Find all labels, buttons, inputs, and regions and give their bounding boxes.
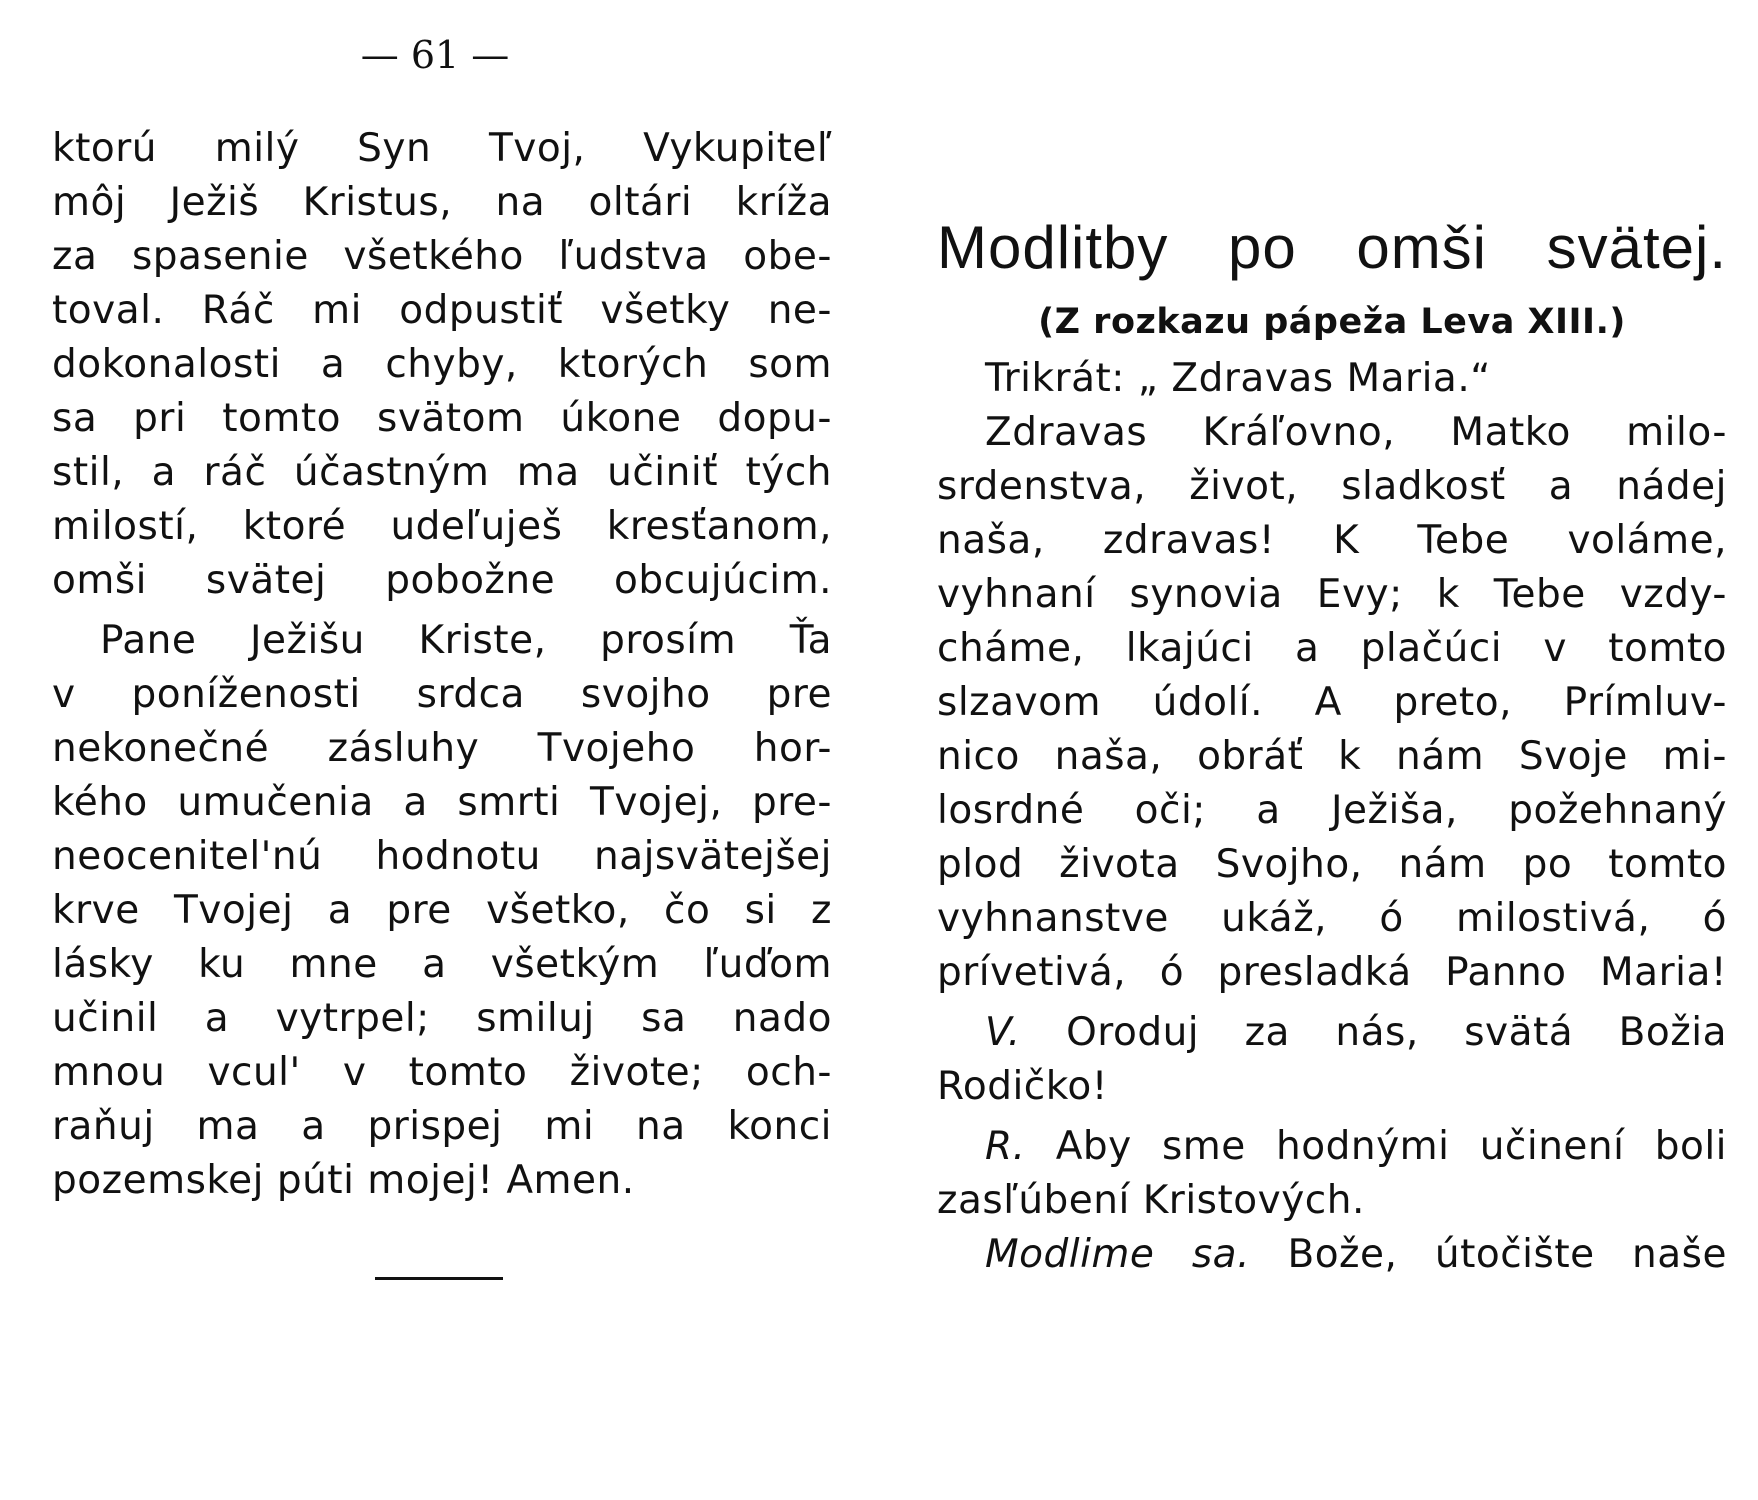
text-line: pozemskej púti mojej! Amen.: [52, 1158, 635, 1203]
text-line: losrdné oči; a Ježiša, požehnaný: [937, 788, 1727, 833]
text-line: ktorú milý Syn Tvoj, Vykupiteľ: [52, 126, 832, 171]
text-line: sa pri tomto svätom úkone dopu-: [52, 396, 832, 441]
oration: [937, 1228, 1727, 1282]
text-line: neocenitel'nú hodnotu najsvätejšej: [52, 834, 832, 879]
text-line: [937, 1006, 1727, 1060]
versicle: [937, 1006, 1727, 1114]
versicle-label: V.: [985, 1010, 1021, 1055]
text-line: mnou vcul' v tomto živote; och-: [52, 1050, 832, 1095]
text-line: v poníženosti srdca svojho pre: [52, 672, 832, 717]
text-line: lásky ku mne a všetkým ľuďom: [52, 942, 832, 987]
text-line: slzavom údolí. A preto, Prímluv-: [937, 680, 1727, 725]
salve-regina-prayer: [937, 406, 1727, 1000]
paragraph-1: [52, 122, 832, 608]
text-line: milostí, ktoré udeľuješ kresťanom,: [52, 504, 832, 549]
text-line: [937, 1228, 1727, 1282]
oration-text: Bože, útočište naše: [1287, 1232, 1727, 1277]
response-text: Aby sme hodnými učinení boli: [1055, 1124, 1727, 1169]
text-line: raňuj ma a prispej mi na konci: [52, 1104, 832, 1149]
response: [937, 1120, 1727, 1228]
trikrat-line: Trikrát: „ Zdravas Maria.“: [985, 356, 1491, 401]
section-heading: Modlitby po omši svätej.: [937, 214, 1727, 281]
text-line: vyhnaní synovia Evy; k Tebe vzdy-: [937, 572, 1727, 617]
text-line: srdenstva, život, sladkosť a nádej: [937, 464, 1727, 509]
paragraph-2: [52, 614, 832, 1208]
text-line: omši svätej pobožne obcujúcim.: [52, 558, 832, 603]
section-subtitle: (Z rozkazu pápeža Leva XIII.): [1038, 302, 1626, 342]
text-line: cháme, lkajúci a plačúci v tomto: [937, 626, 1727, 671]
text-line: [937, 1120, 1727, 1174]
page-number: — 61 —: [360, 33, 510, 77]
text-line: nico naša, obráť k nám Svoje mi-: [937, 734, 1727, 779]
response-label: R.: [985, 1124, 1026, 1169]
section-divider: [375, 1277, 503, 1280]
text-line: učinil a vytrpel; smiluj sa nado: [52, 996, 832, 1041]
right-column: [937, 210, 1727, 1282]
text-line: zasľúbení Kristových.: [937, 1178, 1365, 1223]
text-line: vyhnanstve ukáž, ó milostivá, ó: [937, 896, 1727, 941]
text-line: stil, a ráč účastným ma učiniť tých: [52, 450, 832, 495]
text-line: môj Ježiš Kristus, na oltári kríža: [52, 180, 832, 225]
text-line: plod života Svojho, nám po tomto: [937, 842, 1727, 887]
versicle-text: Oroduj za nás, svätá Božia: [1066, 1010, 1727, 1055]
text-line: Pane Ježišu Kriste, prosím Ťa: [100, 618, 832, 663]
oration-label: Modlime sa.: [985, 1232, 1250, 1277]
text-line: za spasenie všetkého ľudstva obe-: [52, 234, 832, 279]
left-column: [52, 122, 832, 1208]
text-line: krve Tvojej a pre všetko, čo si z: [52, 888, 832, 933]
text-line: nekonečné zásluhy Tvojeho hor-: [52, 726, 832, 771]
text-line: dokonalosti a chyby, ktorých som: [52, 342, 832, 387]
text-line: kého umučenia a smrti Tvojej, pre-: [52, 780, 832, 825]
text-line: naša, zdravas! K Tebe voláme,: [937, 518, 1727, 563]
text-line: Rodičko!: [937, 1064, 1108, 1109]
text-line: Zdravas Kráľovno, Matko milo-: [985, 410, 1727, 455]
text-line: prívetivá, ó presladká Panno Maria!: [937, 950, 1727, 995]
text-line: toval. Ráč mi odpustiť všetky ne-: [52, 288, 832, 333]
